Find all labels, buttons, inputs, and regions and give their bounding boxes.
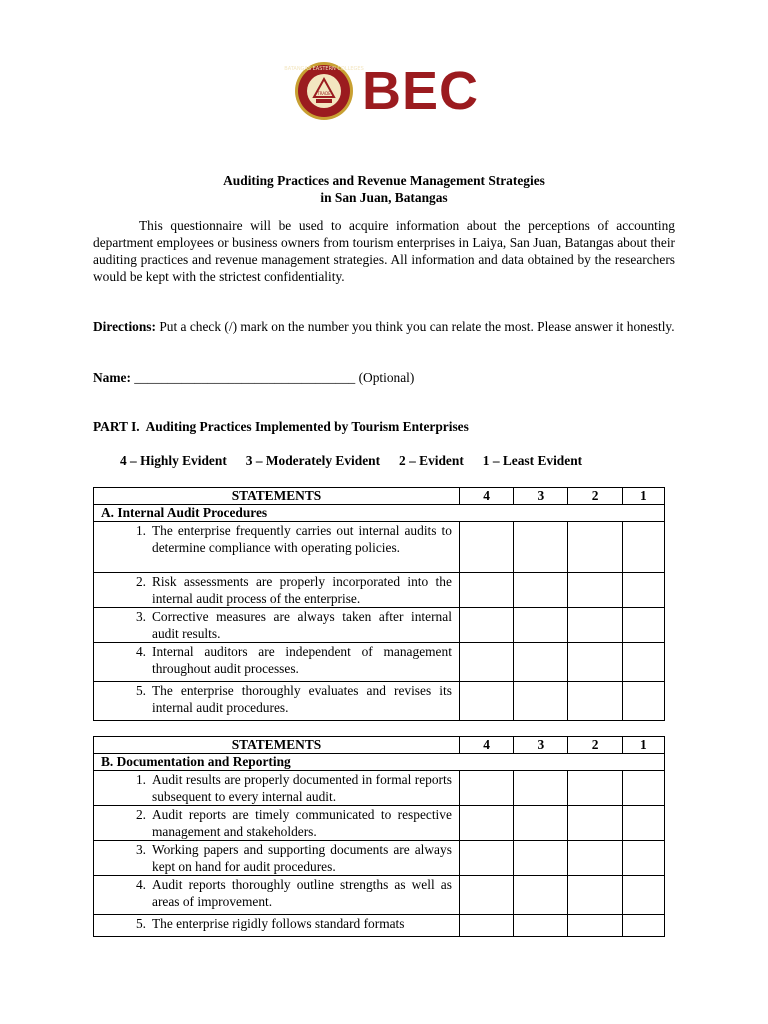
rating-cell-4[interactable] bbox=[459, 522, 513, 573]
rating-cell-4[interactable] bbox=[459, 915, 513, 937]
rating-cell-3[interactable] bbox=[514, 522, 568, 573]
rating-cell-2[interactable] bbox=[568, 522, 622, 573]
rating-cell-3[interactable] bbox=[514, 806, 568, 841]
scale-2: 2 – Evident bbox=[399, 453, 464, 468]
seal-text: BATANGAS EASTERN COLLEGES bbox=[284, 66, 364, 72]
rating-scale bbox=[120, 452, 601, 469]
rating-cell-4[interactable] bbox=[459, 841, 513, 876]
header-4: 4 bbox=[459, 488, 513, 505]
rating-cell-3[interactable] bbox=[514, 841, 568, 876]
name-blank[interactable]: _________________________________ bbox=[130, 370, 359, 385]
rating-cell-4[interactable] bbox=[459, 806, 513, 841]
item-text: Audit results are properly documented in formal reports subsequent to every internal audit. bbox=[152, 772, 452, 804]
rating-cell-3[interactable] bbox=[514, 643, 568, 682]
item-text: The enterprise thoroughly evaluates and revises its internal audit procedures. bbox=[152, 683, 452, 715]
rating-cell-3[interactable] bbox=[514, 915, 568, 937]
item-text: The enterprise rigidly follows standard formats bbox=[152, 916, 405, 931]
name-field[interactable] bbox=[93, 369, 675, 386]
rating-cell-2[interactable] bbox=[568, 806, 622, 841]
rating-cell-4[interactable] bbox=[459, 682, 513, 721]
rating-cell-2[interactable] bbox=[568, 682, 622, 721]
header-statements: STATEMENTS bbox=[94, 737, 460, 754]
rating-cell-1[interactable] bbox=[622, 841, 664, 876]
table-row bbox=[94, 771, 665, 806]
table-row bbox=[94, 841, 665, 876]
table-row bbox=[94, 522, 665, 573]
scale-1: 1 – Least Evident bbox=[482, 453, 583, 468]
rating-cell-2[interactable] bbox=[568, 841, 622, 876]
rating-cell-2[interactable] bbox=[568, 771, 622, 806]
item-text: The enterprise frequently carries out internal audits to determine compliance with operating policies. bbox=[152, 523, 452, 555]
rating-cell-1[interactable] bbox=[622, 915, 664, 937]
statement-cell bbox=[94, 573, 460, 608]
rating-cell-3[interactable] bbox=[514, 608, 568, 643]
rating-cell-1[interactable] bbox=[622, 876, 664, 915]
item-text: Internal auditors are independent of management throughout audit processes. bbox=[152, 644, 452, 676]
statement-cell bbox=[94, 771, 460, 806]
rating-cell-4[interactable] bbox=[459, 643, 513, 682]
rating-cell-4[interactable] bbox=[459, 573, 513, 608]
item-number: 5. bbox=[135, 916, 146, 931]
table-row bbox=[94, 608, 665, 643]
section-a-title: A. Internal Audit Procedures bbox=[94, 505, 665, 522]
section-row bbox=[94, 754, 665, 771]
item-number: 2. bbox=[135, 807, 146, 822]
title-line-1: Auditing Practices and Revenue Management Strategies bbox=[223, 173, 545, 188]
logo bbox=[284, 60, 480, 122]
statement-cell bbox=[94, 841, 460, 876]
title-line-2: in San Juan, Batangas bbox=[320, 190, 448, 205]
table-row bbox=[94, 876, 665, 915]
rating-cell-4[interactable] bbox=[459, 608, 513, 643]
rating-cell-3[interactable] bbox=[514, 682, 568, 721]
item-number: 1. bbox=[135, 523, 146, 538]
section-row bbox=[94, 505, 665, 522]
rating-cell-1[interactable] bbox=[622, 608, 664, 643]
table-row bbox=[94, 573, 665, 608]
rating-cell-1[interactable] bbox=[622, 682, 664, 721]
rating-cell-2[interactable] bbox=[568, 608, 622, 643]
statement-cell bbox=[94, 876, 460, 915]
item-text: Risk assessments are properly incorporated into the internal audit process of the enterprise. bbox=[152, 574, 452, 606]
item-number: 5. bbox=[135, 683, 146, 698]
header-3: 3 bbox=[514, 737, 568, 754]
header-1: 1 bbox=[622, 737, 664, 754]
statement-cell bbox=[94, 915, 460, 937]
table-row bbox=[94, 682, 665, 721]
table-header-row bbox=[94, 737, 665, 754]
rating-cell-1[interactable] bbox=[622, 573, 664, 608]
rating-cell-2[interactable] bbox=[568, 915, 622, 937]
document-title bbox=[93, 172, 675, 206]
header-statements: STATEMENTS bbox=[94, 488, 460, 505]
table-row bbox=[94, 806, 665, 841]
item-text: Audit reports are timely communicated to respective management and stakeholders. bbox=[152, 807, 452, 839]
directions-label: Directions: bbox=[93, 319, 156, 334]
table-internal-audit bbox=[93, 487, 665, 721]
directions-text: Put a check (/) mark on the number you think you can relate the most. Please answer it honestly. bbox=[155, 319, 675, 334]
section-b-title: B. Documentation and Reporting bbox=[94, 754, 665, 771]
header-3: 3 bbox=[514, 488, 568, 505]
item-text: Corrective measures are always taken after internal audit results. bbox=[152, 609, 452, 641]
intro-paragraph: This questionnaire will be used to acquire information about the perceptions of accounting department employees or business owners from tourism enterprises in Laiya, San Juan, Batangas about their auditing practices and revenue management strategies. All information and data obtained by the researchers would be kept with the strictest confidentiality. bbox=[93, 218, 675, 284]
rating-cell-1[interactable] bbox=[622, 522, 664, 573]
table-header-row bbox=[94, 488, 665, 505]
rating-cell-3[interactable] bbox=[514, 876, 568, 915]
scale-4: 4 – Highly Evident bbox=[120, 453, 227, 468]
seal-inner-text: TRADE bbox=[317, 91, 331, 96]
rating-cell-3[interactable] bbox=[514, 573, 568, 608]
rating-cell-4[interactable] bbox=[459, 876, 513, 915]
directions-paragraph bbox=[93, 318, 675, 335]
table-row bbox=[94, 643, 665, 682]
part1-title: PART I. Auditing Practices Implemented by Tourism Enterprises bbox=[93, 419, 469, 434]
item-number: 3. bbox=[135, 609, 146, 624]
name-label: Name: bbox=[93, 370, 131, 385]
header-1: 1 bbox=[622, 488, 664, 505]
table-documentation bbox=[93, 736, 665, 937]
header-2: 2 bbox=[568, 737, 622, 754]
item-number: 2. bbox=[135, 574, 146, 589]
rating-cell-1[interactable] bbox=[622, 806, 664, 841]
statement-cell bbox=[94, 522, 460, 573]
name-optional-note: (Optional) bbox=[358, 370, 415, 385]
brand-wordmark: BEC bbox=[362, 61, 480, 121]
item-text: Audit reports thoroughly outline strengths as well as areas of improvement. bbox=[152, 877, 452, 909]
item-number: 3. bbox=[135, 842, 146, 857]
table-row bbox=[94, 915, 665, 937]
header-2: 2 bbox=[568, 488, 622, 505]
item-number: 4. bbox=[135, 644, 146, 659]
statement-cell bbox=[94, 806, 460, 841]
rating-cell-1[interactable] bbox=[622, 771, 664, 806]
statement-cell bbox=[94, 682, 460, 721]
item-number: 4. bbox=[135, 877, 146, 892]
item-number: 1. bbox=[135, 772, 146, 787]
rating-cell-1[interactable] bbox=[622, 643, 664, 682]
header-4: 4 bbox=[459, 737, 513, 754]
rating-cell-4[interactable] bbox=[459, 771, 513, 806]
statement-cell bbox=[94, 643, 460, 682]
rating-cell-2[interactable] bbox=[568, 876, 622, 915]
scale-3: 3 – Moderately Evident bbox=[245, 453, 381, 468]
rating-cell-2[interactable] bbox=[568, 573, 622, 608]
statement-cell bbox=[94, 608, 460, 643]
college-seal-icon bbox=[284, 61, 364, 121]
rating-cell-2[interactable] bbox=[568, 643, 622, 682]
item-text: Working papers and supporting documents are always kept on hand for audit procedures. bbox=[152, 842, 452, 874]
rating-cell-3[interactable] bbox=[514, 771, 568, 806]
